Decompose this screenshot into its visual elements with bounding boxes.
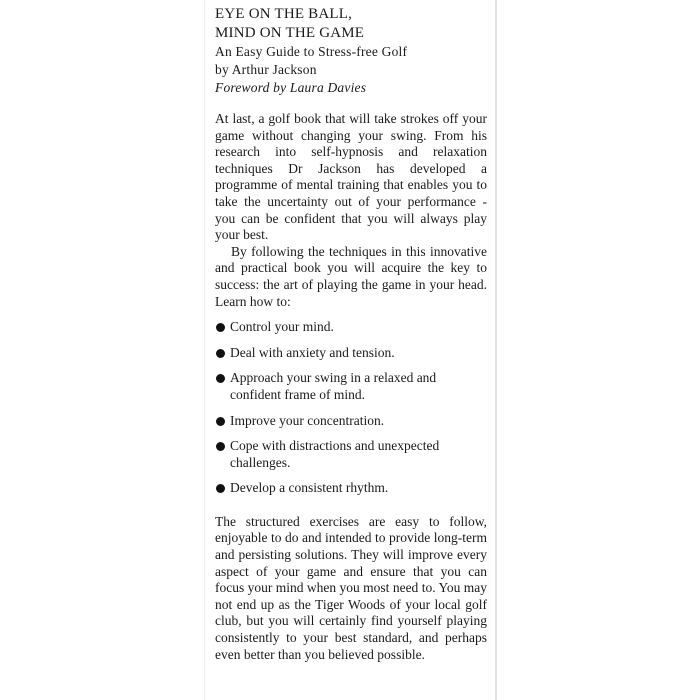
bullet-icon — [216, 374, 225, 383]
book-subtitle: An Easy Guide to Stress-free Golf — [215, 44, 408, 59]
flap-text — [215, 5, 487, 663]
list-item-text: Develop a consistent rhythm. — [230, 480, 389, 496]
second-paragraph: By following the techniques in this innovative and practical book you will acquire the key to success: the art of playing the game in your head. Learn how to: — [215, 243, 487, 309]
intro-paragraph: At last, a golf book that will take strokes off your game without changing your swing. From his research into self-hypnosis and relaxation techniques Dr Jackson has developed a programme of mental training that enables you to take the uncertainty out of your performance - you can be confident that you will always play your best. — [215, 111, 487, 243]
list-item-text: Improve your concentration. — [230, 412, 385, 428]
list-item — [215, 480, 487, 497]
book-author: by Arthur Jackson — [215, 62, 317, 77]
list-item-text: Control your mind. — [230, 319, 334, 335]
benefits-list — [215, 319, 487, 497]
book-title-line-2: MIND ON THE GAME — [215, 25, 365, 41]
list-item — [215, 370, 487, 403]
list-item — [215, 345, 487, 362]
bullet-icon — [216, 417, 225, 426]
book-foreword: Foreword by Laura Davies — [215, 80, 367, 95]
book-title-line-1: EYE ON THE BALL, — [215, 6, 353, 22]
list-item-text: Cope with distractions and unexpected challenges. — [230, 438, 440, 470]
bullet-icon — [216, 442, 225, 451]
bullet-icon — [216, 349, 225, 358]
bullet-icon — [216, 323, 225, 332]
list-item — [215, 413, 487, 430]
list-item-text: Approach your swing in a relaxed and confident frame of mind. — [230, 370, 437, 402]
book-title — [215, 5, 487, 43]
closing-paragraph: The structured exercises are easy to follow, enjoyable to do and intended to provide long-term and persisting solutions. They will improve every aspect of your game and ensure that you can focus your mind when you most need to. You may not end up as the Tiger Woods of your local golf club, but you will certainly find yourself playing consistently to your best standard, and perhaps even better than you believed possible. — [215, 513, 487, 662]
bullet-icon — [216, 484, 225, 493]
list-item — [215, 319, 487, 336]
list-item-text: Deal with anxiety and tension. — [230, 344, 395, 360]
list-item — [215, 438, 487, 471]
